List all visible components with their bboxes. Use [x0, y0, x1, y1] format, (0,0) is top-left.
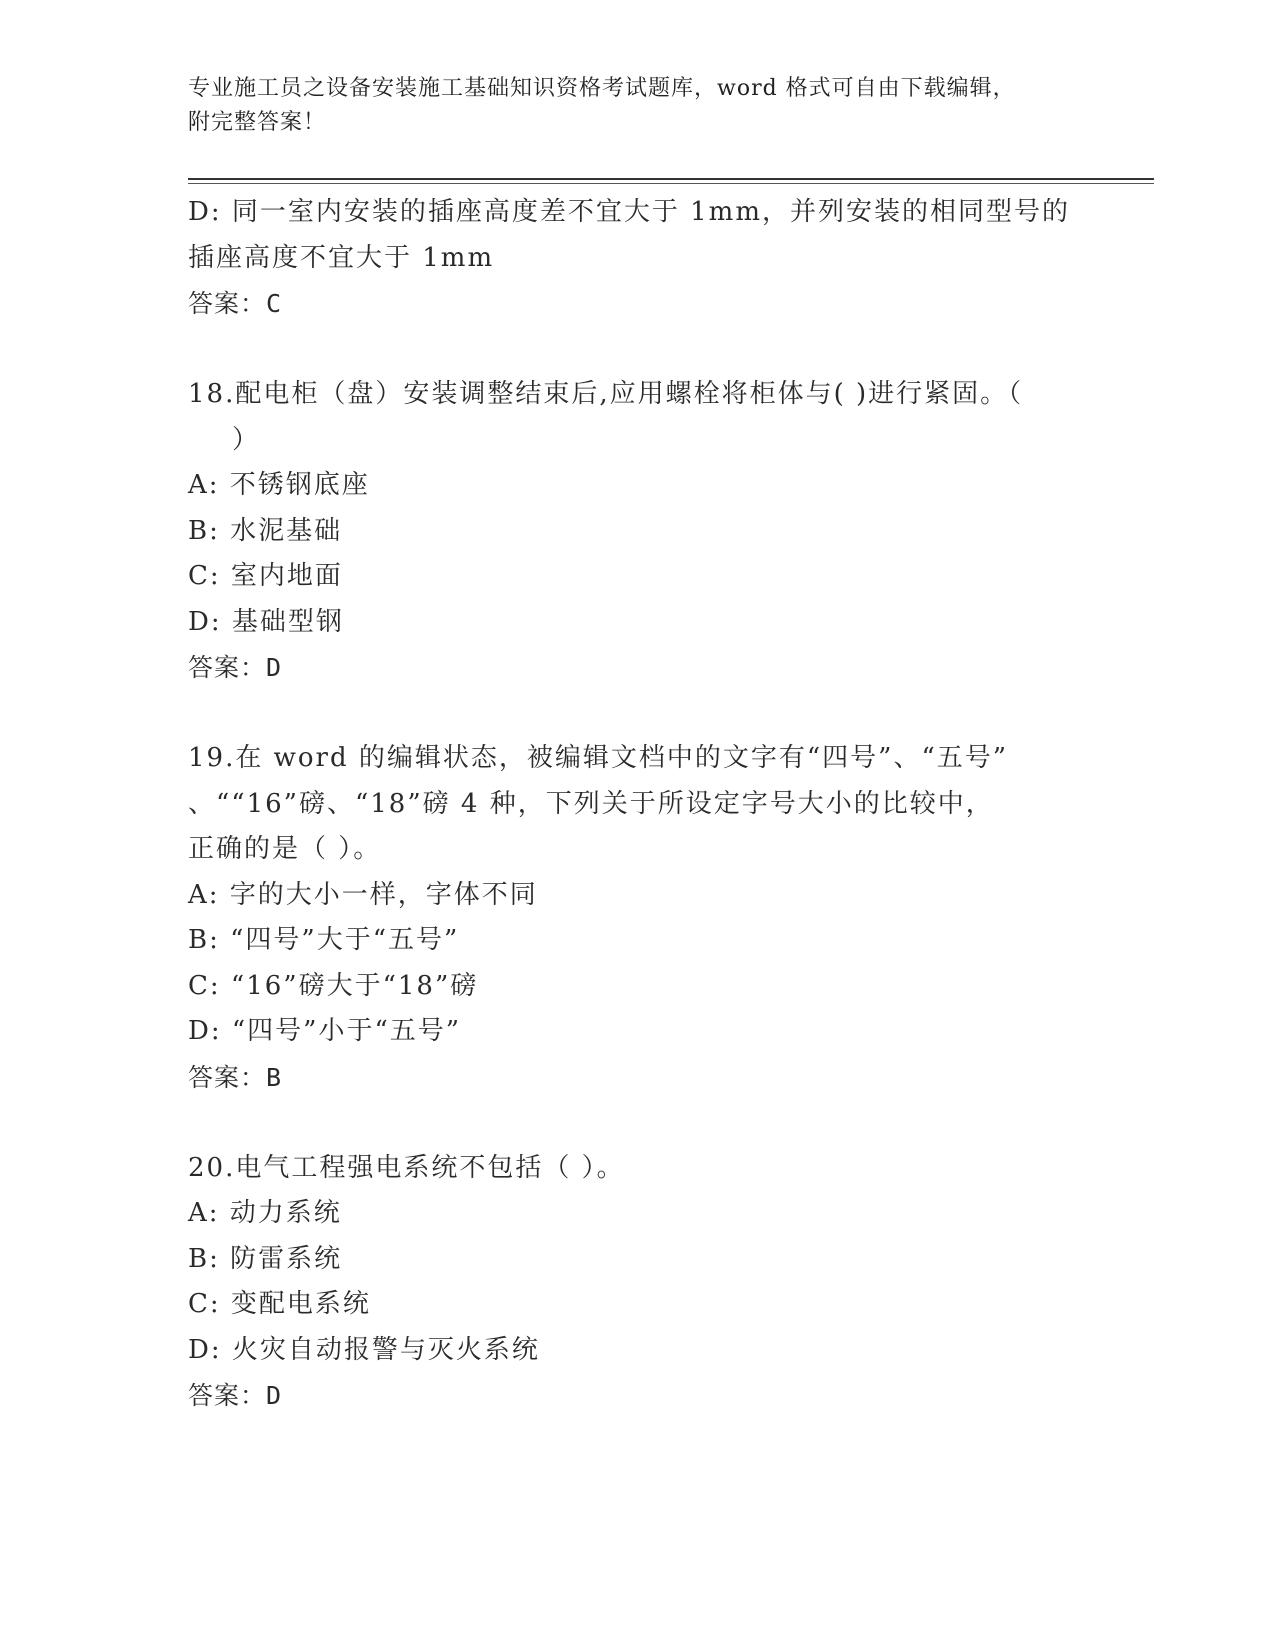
question-stem: 20.电气工程强电系统不包括（ ）。 — [188, 1152, 625, 1183]
answer-line: 答案：D — [188, 1381, 283, 1410]
question-stem-continued: ） — [232, 424, 261, 455]
spacer — [188, 1100, 1088, 1146]
option-d: D: 基础型钢 — [188, 606, 344, 637]
option-d: D: 火灾自动报警与灭火系统 — [188, 1334, 540, 1365]
header-line-1: 专业施工员之设备安装施工基础知识资格考试题库，word 格式可自由下载编辑， — [188, 76, 1016, 101]
option-c: C: 变配电系统 — [188, 1289, 371, 1319]
question-stem: 19.在 word 的编辑状态，被编辑文档中的文字有“四号”、“五号” — [188, 743, 1009, 773]
document-body — [188, 190, 1088, 1419]
previous-question-tail — [188, 190, 1088, 327]
question-stem: 18.配电柜（盘）安装调整结束后,应用螺栓将柜体与( )进行紧固。（ — [188, 379, 1024, 409]
option-a: A: 动力系统 — [188, 1198, 342, 1228]
question-20 — [188, 1146, 1088, 1419]
question-19 — [188, 736, 1088, 1100]
option-d: D: “四号”小于“五号” — [188, 1016, 462, 1046]
answer-line: 答案：B — [188, 1062, 283, 1092]
option-b: B: 水泥基础 — [188, 515, 343, 546]
option-c: C: “16”磅大于“18”磅 — [188, 970, 479, 1001]
option-a: A: 不锈钢底座 — [188, 470, 370, 500]
option-d-line-1: D: 同一室内安装的插座高度差不宜大于 1mm，并列安装的相同型号的 — [188, 197, 1070, 227]
spacer — [188, 691, 1088, 737]
option-d-line-2: 插座高度不宜大于 1mm — [188, 242, 495, 273]
spacer — [188, 327, 1088, 373]
option-b: B: “四号”大于“五号” — [188, 925, 460, 955]
option-b: B: 防雷系统 — [188, 1243, 343, 1274]
option-a: A: 字的大小一样，字体不同 — [188, 879, 538, 910]
header-line-2: 附完整答案！ — [188, 110, 327, 135]
option-c: C: 室内地面 — [188, 561, 343, 591]
question-18 — [188, 372, 1088, 691]
question-stem-continued: 正确的是（ ）。 — [188, 834, 382, 864]
question-stem-continued: 、““16”磅、“18”磅 4 种，下列关于所设定字号大小的比较中， — [188, 788, 994, 819]
answer-line: 答案：D — [188, 653, 283, 682]
header-divider-thick — [188, 178, 1154, 180]
header-divider-thin — [188, 183, 1154, 184]
answer-line: 答案：C — [188, 289, 283, 318]
document-header — [188, 72, 1088, 140]
